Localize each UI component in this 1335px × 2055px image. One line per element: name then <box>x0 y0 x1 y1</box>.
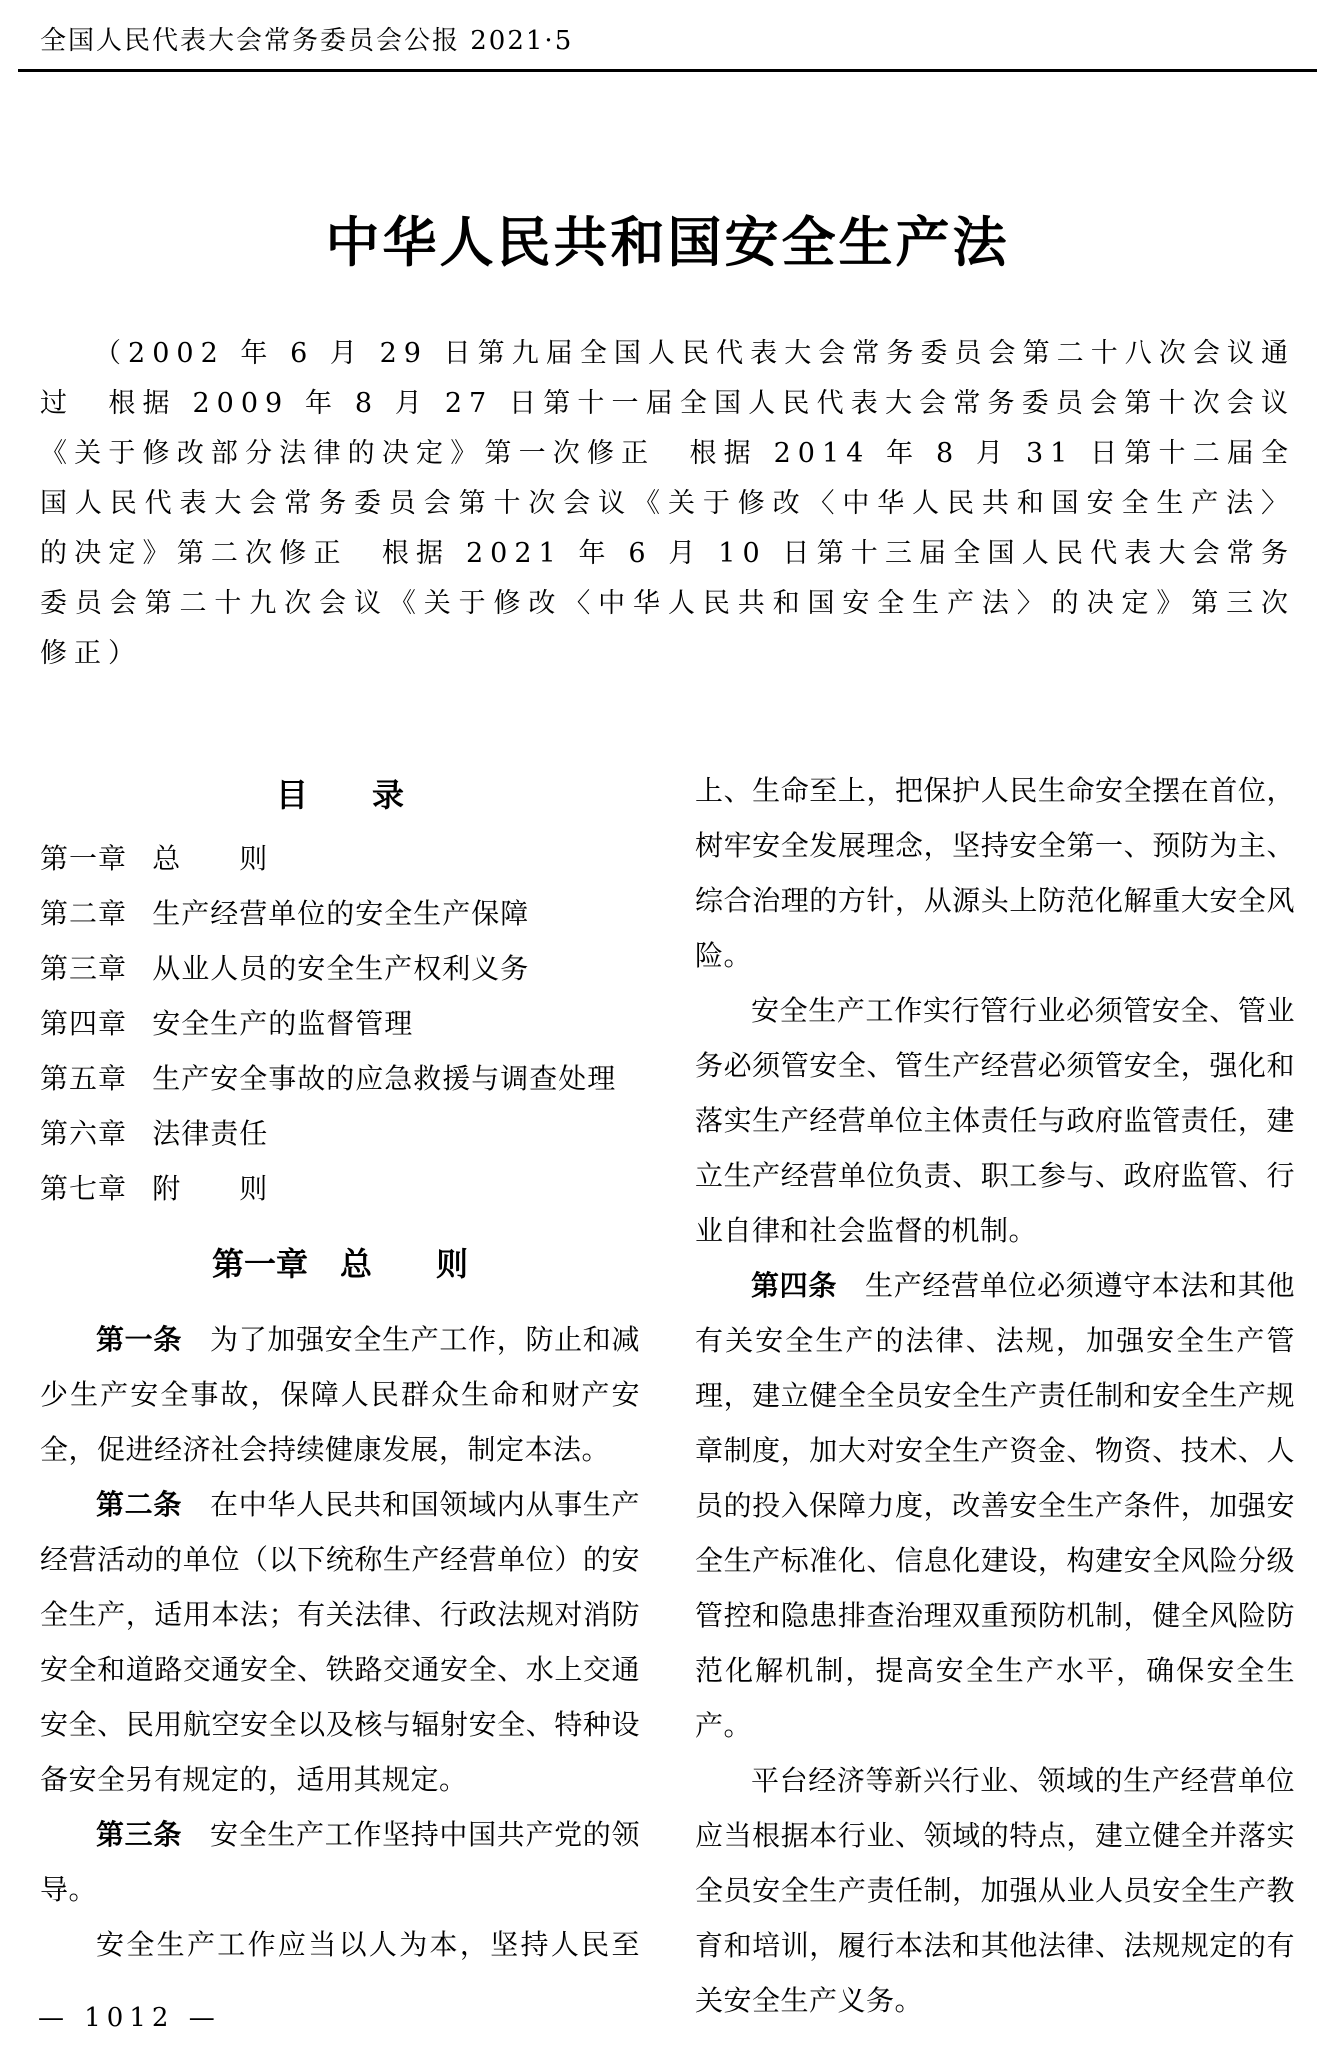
toc-title: 附 则 <box>152 1172 269 1205</box>
toc-title: 从业人员的安全生产权利义务 <box>152 952 530 985</box>
right-column <box>695 763 1295 2028</box>
toc-item <box>40 1051 640 1106</box>
left-column <box>40 763 640 2028</box>
document-title: 中华人民共和国安全生产法 <box>325 210 1010 274</box>
toc-chapter: 第二章 <box>40 897 128 930</box>
article-paragraph <box>40 1477 640 1807</box>
toc-list <box>40 831 640 1216</box>
article-paragraph <box>40 1312 640 1477</box>
toc-item <box>40 941 640 996</box>
article-paragraph <box>695 1258 1295 1753</box>
toc-title: 法律责任 <box>152 1117 269 1150</box>
toc-title: 总 则 <box>152 842 269 875</box>
toc-heading: 目 录 <box>275 776 404 814</box>
toc-title: 生产经营单位的安全生产保障 <box>152 897 530 930</box>
two-column-body <box>40 763 1295 2028</box>
toc-chapter: 第三章 <box>40 952 128 985</box>
article-text: 上、生命至上，把保护人民生命安全摆在首位，树牢安全发展理念，坚持安全第一、预防为主、综合治理的方针，从源头上防范化解重大安全风险。 <box>695 774 1295 972</box>
toc-title: 生产安全事故的应急救援与调查处理 <box>152 1062 617 1095</box>
article-text: 生产经营单位必须遵守本法和其他有关安全生产的法律、法规，加强安全生产管理，建立健全全员安全生产责任制和安全生产规章制度，加大对安全生产资金、物资、技术、人员的投入保障力度，改善安全生产条件，加强安全生产标准化、信息化建设，构建安全风险分级管控和隐患排查治理双重预防机制，健全风险防范化解机制，提高安全生产水平，确保安全生产。 <box>695 1269 1295 1742</box>
toc-item <box>40 886 640 941</box>
article-paragraph <box>40 1917 640 1972</box>
article-text: 安全生产工作实行管行业必须管安全、管业务必须管安全、管生产经营必须管安全，强化和落实生产经营单位主体责任与政府监管责任，建立生产经营单位负责、职工参与、政府监管、行业自律和社会监督的机制。 <box>695 994 1295 1247</box>
page-number: — 1012 — <box>38 2003 221 2033</box>
toc-chapter: 第一章 <box>40 842 128 875</box>
toc-chapter: 第六章 <box>40 1117 128 1150</box>
toc-chapter: 第四章 <box>40 1007 128 1040</box>
preamble: （2002 年 6 月 29 日第九届全国人民代表大会常务委员会第二十八次会议通过 根据 2009 年 8 月 27 日第十一届全国人民代表大会常务委员会第十次会议《关于修改部分法律的决定》第一次修正 根据 2014 年 8 月 31 日第十二届全国人民代表大会常务委员会第十次会议《关于修改〈中华人民共和国安全生产法〉的决定》第二次修正 根据 2021 年 6 月 10 日第十三届全国人民代表大会常务委员会第二十九次会议《关于修改〈中华人民共和国安全生产法〉的决定》第三次修正） <box>40 338 1295 669</box>
article-text: 在中华人民共和国领域内从事生产经营活动的单位（以下统称生产经营单位）的安全生产，适用本法；有关法律、行政法规对消防安全和道路交通安全、铁路交通安全、水上交通安全、民用航空安全以及核与辐射安全、特种设备安全另有规定的，适用其规定。 <box>40 1488 640 1796</box>
continuation-paragraph <box>695 763 1295 983</box>
article-number: 第三条 <box>96 1818 183 1851</box>
article-number: 第四条 <box>751 1269 838 1302</box>
article-number: 第二条 <box>96 1488 183 1521</box>
toc-item <box>40 831 640 886</box>
article-text: 平台经济等新兴行业、领域的生产经营单位应当根据本行业、领域的特点，建立健全并落实全员安全生产责任制，加强从业人员安全生产教育和培训，履行本法和其他法律、法规规定的有关安全生产义务。 <box>695 1764 1295 2017</box>
toc-chapter: 第七章 <box>40 1172 128 1205</box>
article-text: 安全生产工作坚持中国共产党的领导。 <box>40 1818 640 1906</box>
article-paragraph <box>695 983 1295 1258</box>
toc-item <box>40 1106 640 1161</box>
toc-item <box>40 1161 640 1216</box>
article-text: 为了加强安全生产工作，防止和减少生产安全事故，保障人民群众生命和财产安全，促进经济社会持续健康发展，制定本法。 <box>40 1323 640 1466</box>
article-paragraph <box>40 1807 640 1917</box>
article-number: 第一条 <box>96 1323 183 1356</box>
chapter-1-heading: 第一章 总 则 <box>211 1245 468 1283</box>
article-paragraph <box>695 1753 1295 2028</box>
running-head: 全国人民代表大会常务委员会公报 2021·5 <box>40 26 574 56</box>
header-rule <box>18 69 1317 72</box>
toc-item <box>40 996 640 1051</box>
toc-chapter: 第五章 <box>40 1062 128 1095</box>
article-text: 安全生产工作应当以人为本，坚持人民至 <box>96 1928 640 1961</box>
toc-title: 安全生产的监督管理 <box>152 1007 414 1040</box>
